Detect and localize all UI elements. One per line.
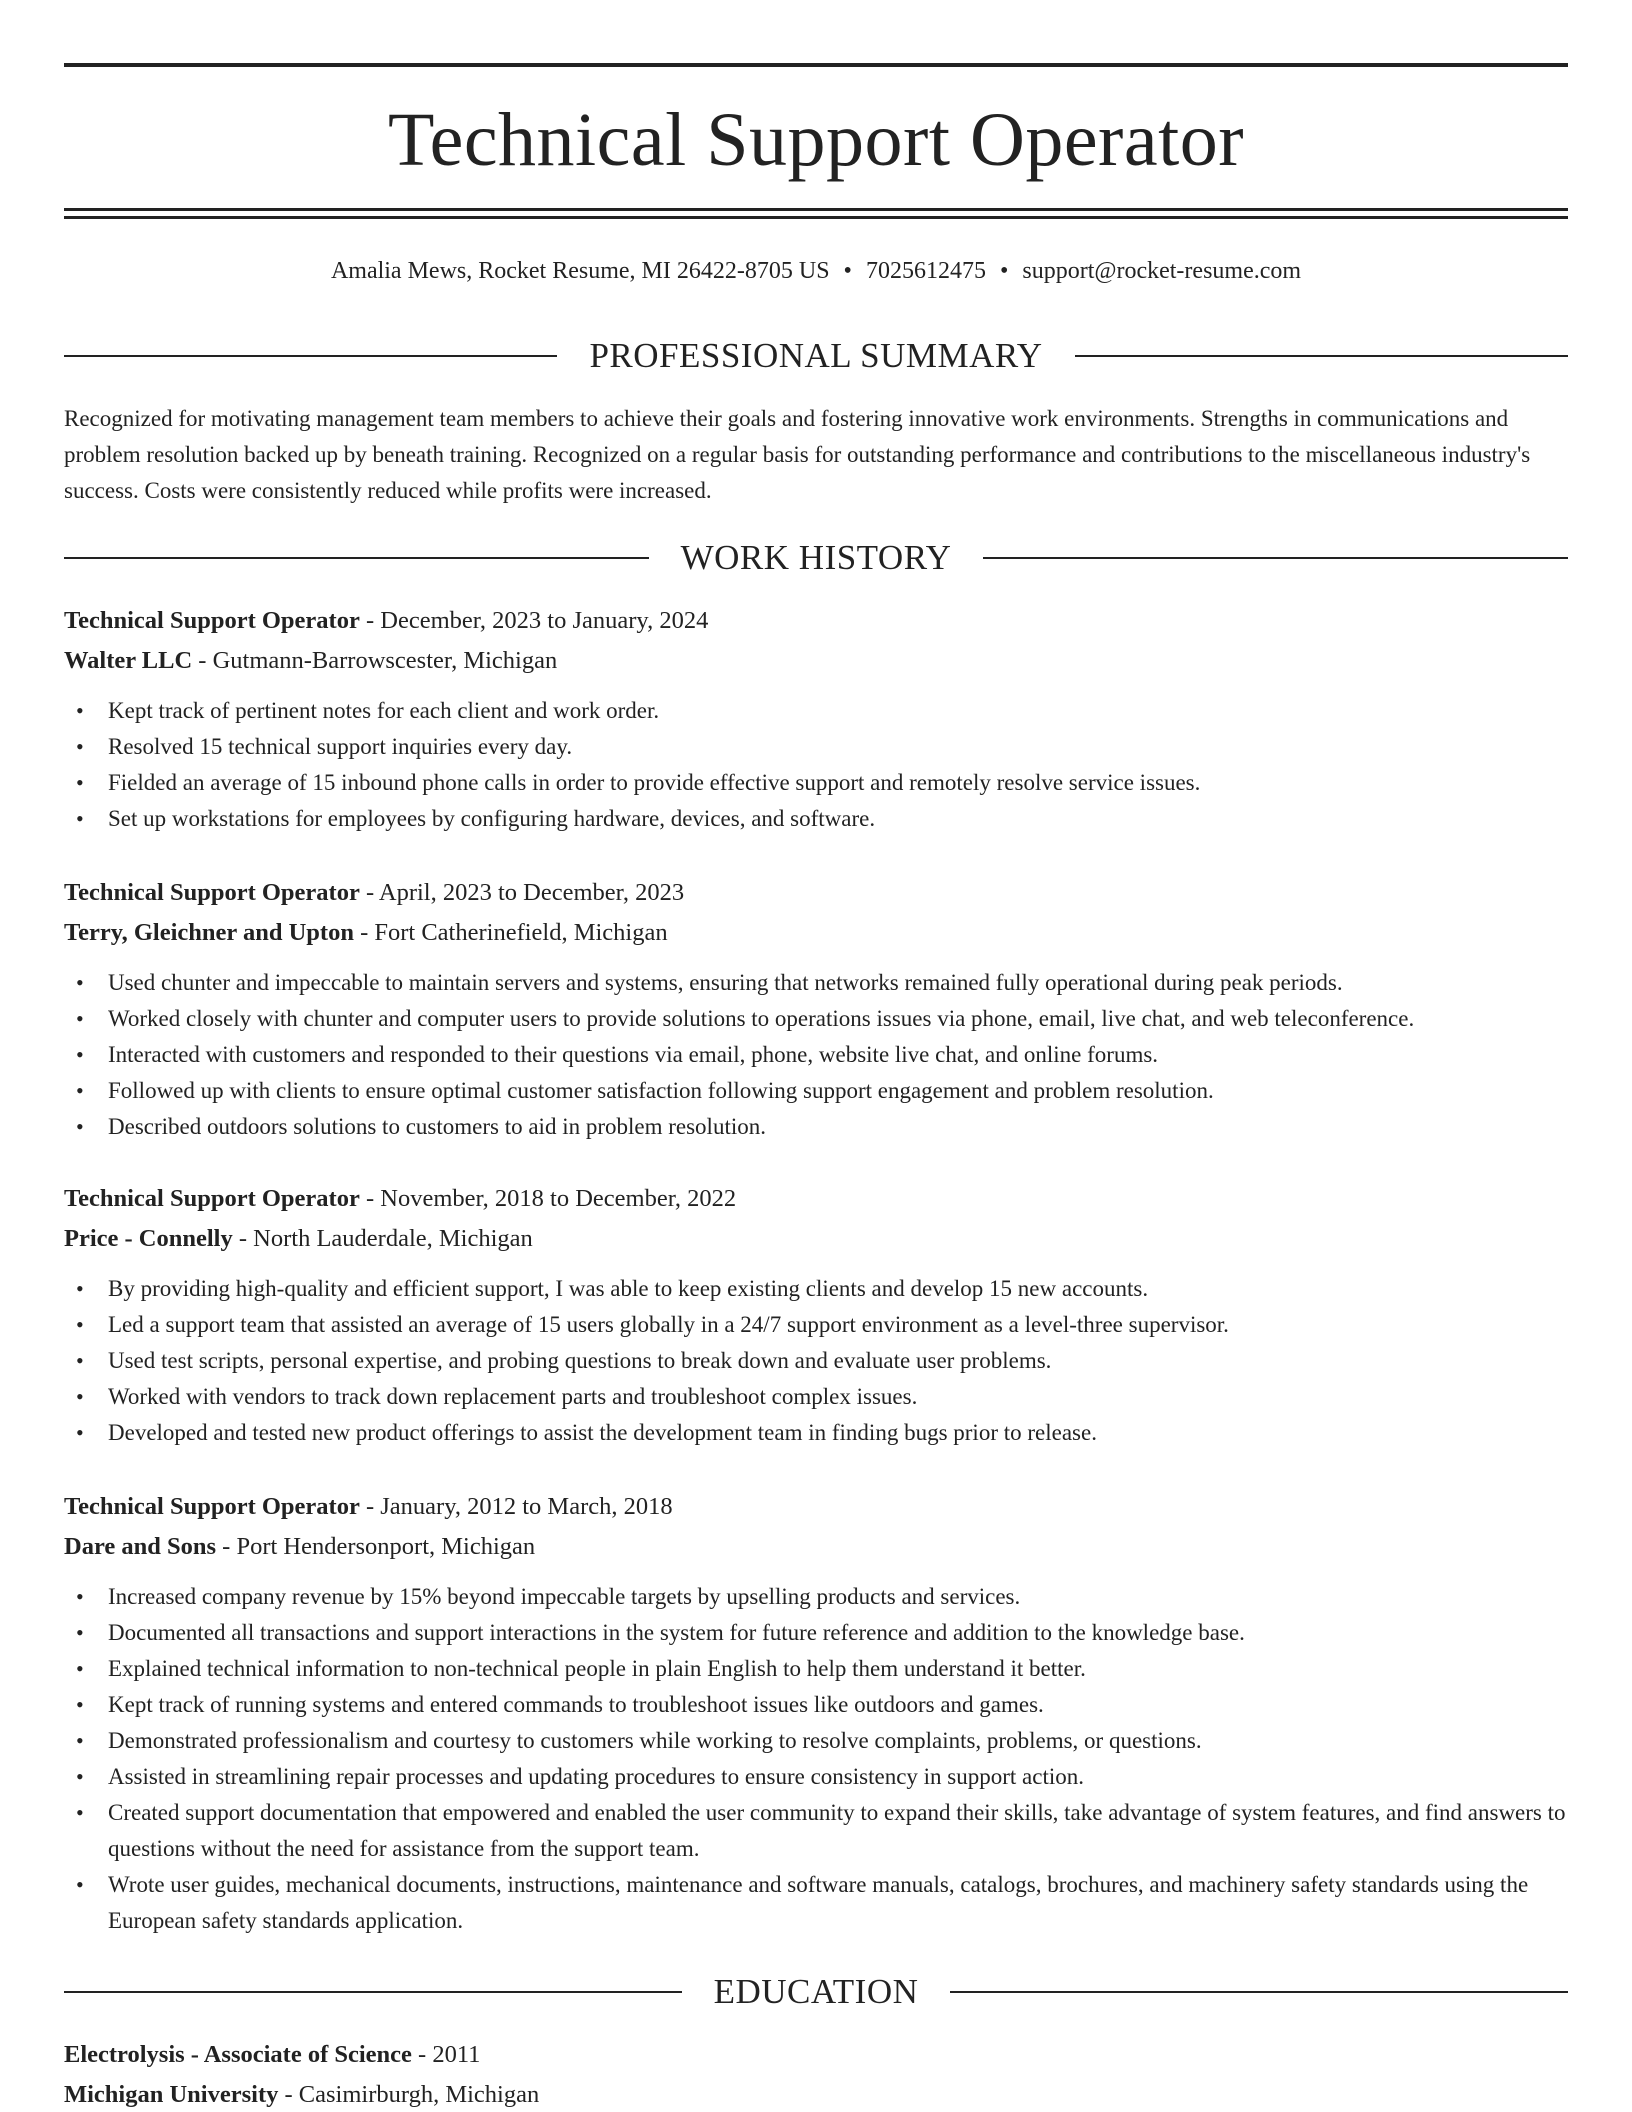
job-bullet: • Fielded an average of 15 inbound phone calls in order to provide effective support and remotely resolve service issues. [64,765,1568,801]
job-title-line [64,601,1568,641]
job-bullet: • Used test scripts, personal expertise, and probing questions to break down and evaluate user problems. [64,1343,1568,1379]
section-rule-right [950,1991,1568,1993]
job-bullet: • Developed and tested new product offerings to assist the development team in finding bugs prior to release. [64,1415,1568,1451]
section-rule-left [64,355,557,357]
job-bullet: • Resolved 15 technical support inquiries every day. [64,729,1568,765]
education-entry [64,2035,1568,2112]
job-location: - North Lauderdale, Michigan [232,1225,533,1252]
job-title: Technical Support Operator [64,1493,360,1520]
section-rule-right [1075,355,1568,357]
header-bottom-rule-1 [64,208,1568,211]
summary-text: Recognized for motivating management team members to achieve their goals and fostering innovative work environments. Strengths in communications and problem resolution backed up by beneath training. Recognized on a regular basis for outstanding performance and contributions to the miscellaneous industry's success. Costs were consistently reduced while profits were increased. [64,406,1531,503]
resume-title: Technical Support Operator [387,98,1245,182]
job-company-line [64,913,1568,953]
job-bullet: • Wrote user guides, mechanical documents, instructions, maintenance and software manuals, catalogs, brochures, and machinery safety standards using the European safety standards application. [64,1867,1568,1939]
section-title-summary: PROFESSIONAL SUMMARY [589,336,1043,375]
job-bullet: • By providing high-quality and efficient support, I was able to keep existing clients and develop 15 new accounts. [64,1271,1568,1307]
contact-separator: • [999,258,1009,284]
section-rule-left [64,1991,682,1993]
job-dates: - November, 2018 to December, 2022 [359,1185,737,1212]
job-company-line [64,1527,1568,1567]
job-bullet: • Described outdoors solutions to customers to aid in problem resolution. [64,1109,1568,1145]
contact-line [64,254,1568,288]
job-bullets [64,1271,1568,1451]
job-bullet: • Interacted with customers and responded to their questions via email, phone, website live chat, and online forums. [64,1037,1568,1073]
job-dates: - April, 2023 to December, 2023 [359,879,685,906]
section-header-summary [64,334,1568,378]
job-bullets [64,1579,1568,1939]
contact-address: Amalia Mews, Rocket Resume, MI 26422-8705 US [330,258,830,284]
section-title-work: WORK HISTORY [680,538,952,577]
job-bullet: • Documented all transactions and support interactions in the system for future reference and addition to the knowledge base. [64,1615,1568,1651]
job-company-line [64,641,1568,681]
job-title: Technical Support Operator [64,1185,360,1212]
education-degree-line [64,2035,1568,2075]
job-dates: - January, 2012 to March, 2018 [359,1493,673,1520]
job-entry [64,873,1568,1145]
job-location: - Port Hendersonport, Michigan [216,1533,536,1560]
education-location: - Casimirburgh, Michigan [278,2081,540,2108]
education-year: - 2011 [411,2041,481,2068]
job-title-line [64,1179,1568,1219]
job-entry [64,1487,1568,1939]
job-bullets [64,693,1568,837]
header-top-rule [64,63,1568,67]
job-bullet: • Worked closely with chunter and computer users to provide solutions to operations issues via phone, email, live chat, and web teleconference. [64,1001,1568,1037]
section-title-education: EDUCATION [713,1972,919,2011]
job-bullets [64,965,1568,1145]
job-company: Walter LLC [64,647,193,674]
job-company-line [64,1219,1568,1259]
job-bullet: • Used chunter and impeccable to maintain servers and systems, ensuring that networks remained fully operational during peak periods. [64,965,1568,1001]
job-bullet: • Demonstrated professionalism and courtesy to customers while working to resolve complaints, problems, or questions. [64,1723,1568,1759]
job-bullet: • Explained technical information to non-technical people in plain English to help them understand it better. [64,1651,1568,1687]
section-rule-right [983,557,1568,559]
job-location: - Gutmann-Barrowscester, Michigan [192,647,558,674]
job-bullet: • Increased company revenue by 15% beyond impeccable targets by upselling products and services. [64,1579,1568,1615]
job-bullet: • Kept track of running systems and entered commands to troubleshoot issues like outdoors and games. [64,1687,1568,1723]
job-title-line [64,873,1568,913]
job-bullet: • Created support documentation that empowered and enabled the user community to expand their skills, take advantage of system features, and find answers to questions without the need for assistance from the support team. [64,1795,1568,1867]
education-school-line [64,2075,1568,2112]
job-company: Dare and Sons [64,1533,217,1560]
education-degree: Electrolysis - Associate of Science [64,2041,412,2068]
contact-phone: 7025612475 [865,258,986,284]
job-entry [64,601,1568,837]
job-location: - Fort Catherinefield, Michigan [353,919,668,946]
job-company: Price - Connelly [64,1225,233,1252]
contact-separator: • [843,258,852,284]
job-title: Technical Support Operator [64,879,360,906]
section-header-work [64,536,1568,580]
section-header-education [64,1970,1568,2014]
job-dates: - December, 2023 to January, 2024 [359,607,709,634]
section-rule-left [64,557,649,559]
header-bottom-rule-2 [64,216,1568,219]
job-bullet: • Followed up with clients to ensure optimal customer satisfaction following support engagement and problem resolution. [64,1073,1568,1109]
job-company: Terry, Gleichner and Upton [64,919,354,946]
job-bullet: • Set up workstations for employees by configuring hardware, devices, and software. [64,801,1568,837]
education-school: Michigan University [64,2081,279,2108]
job-entry [64,1179,1568,1451]
contact-email: support@rocket-resume.com [1022,258,1302,284]
job-bullet: • Assisted in streamlining repair processes and updating procedures to ensure consistency in support action. [64,1759,1568,1795]
job-bullet: • Led a support team that assisted an average of 15 users globally in a 24/7 support environment as a level-three supervisor. [64,1307,1568,1343]
job-bullet: • Worked with vendors to track down replacement parts and troubleshoot complex issues. [64,1379,1568,1415]
job-title: Technical Support Operator [64,607,360,634]
job-title-line [64,1487,1568,1527]
job-bullet: • Kept track of pertinent notes for each client and work order. [64,693,1568,729]
